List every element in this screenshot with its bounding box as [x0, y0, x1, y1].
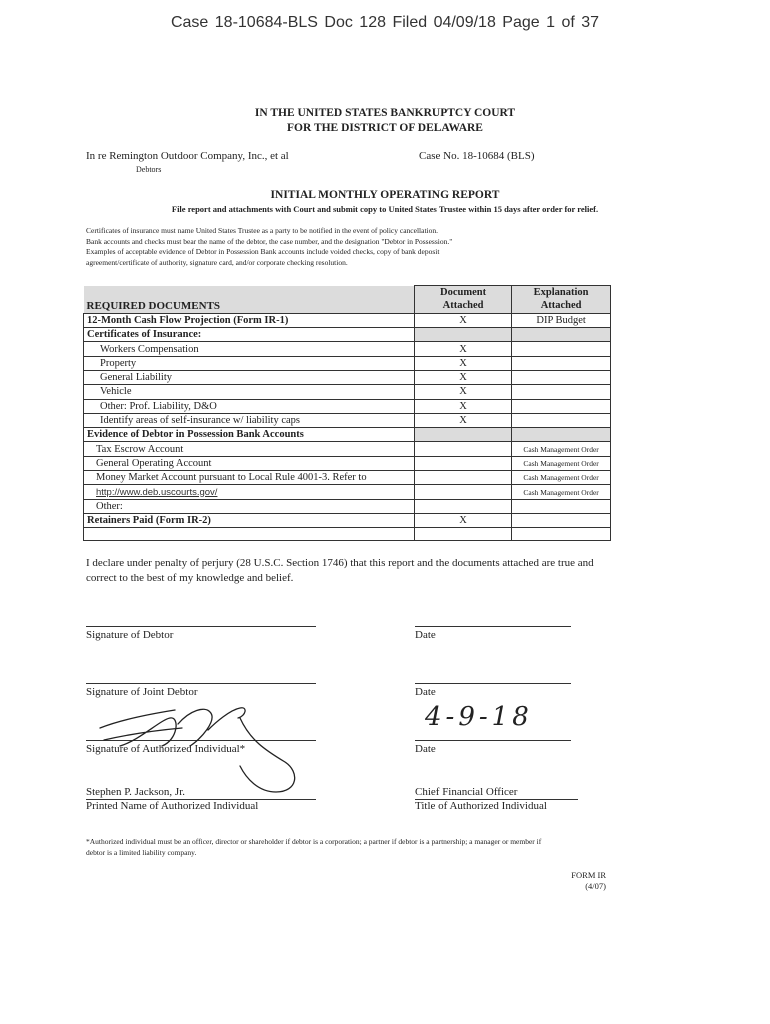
table-row	[84, 485, 611, 499]
table-row	[84, 313, 611, 327]
attached-mark: X	[414, 356, 511, 370]
court-title	[0, 106, 770, 136]
table-header-row	[84, 286, 611, 314]
attached-mark: X	[414, 413, 511, 427]
table-row	[84, 399, 611, 413]
in-re-caption: In re Remington Outdoor Company, Inc., et al	[86, 150, 289, 162]
report-subtitle: File report and attachments with Court and submit copy to United States Trustee within 15 days after order for relief.	[171, 204, 599, 214]
court-title-line1: IN THE UNITED STATES BANKRUPTCY COURT	[254, 107, 516, 119]
table-section-row	[84, 328, 611, 342]
form-identifier	[540, 870, 606, 892]
title-value: Chief Financial Officer	[415, 786, 578, 800]
instruction-line: agreement/certificate of authority, signature card, and/or corporate checking resolution.	[86, 257, 348, 267]
instruction-line: Bank accounts and checks must bear the name of the debtor, the case number, and the designation "Debtor in Possession."	[86, 236, 453, 246]
joint-debtor-date-label: Date	[415, 686, 436, 698]
row-label: General Liability	[84, 370, 415, 384]
row-label: Property	[84, 356, 415, 370]
table-row	[84, 356, 611, 370]
uscourts-link[interactable]: http://www.deb.uscourts.gov/	[96, 486, 218, 498]
row-label: 12-Month Cash Flow Projection (Form IR-1)	[84, 313, 415, 327]
attached-mark: X	[414, 342, 511, 356]
table-row	[84, 456, 611, 470]
declaration-text: I declare under penalty of perjury (28 U.S.C. Section 1746) that this report and the documents attached are true and correct to the best of my knowledge and belief.	[86, 557, 594, 584]
document-attached-heading: Document Attached	[414, 286, 511, 314]
authorized-date-label: Date	[415, 743, 436, 755]
explanation-cell: DIP Budget	[512, 313, 611, 327]
printed-name-label: Printed Name of Authorized Individual	[86, 800, 259, 812]
table-row	[84, 499, 611, 513]
report-title: INITIAL MONTHLY OPERATING REPORT	[270, 189, 500, 201]
attached-mark: X	[414, 370, 511, 384]
handwritten-signature	[90, 700, 310, 800]
debtor-signature-line	[86, 626, 316, 627]
attached-mark: X	[414, 399, 511, 413]
explanation-cell: Cash Management Order	[512, 471, 611, 485]
debtor-date-label: Date	[415, 629, 436, 641]
handwritten-date-text: 4-9-18	[425, 702, 533, 732]
explanation-cell: Cash Management Order	[512, 456, 611, 470]
table-section-row	[84, 428, 611, 442]
attached-mark: X	[414, 385, 511, 399]
section-heading: Certificates of Insurance:	[84, 328, 415, 342]
row-label: General Operating Account	[84, 456, 415, 470]
joint-debtor-signature-line	[86, 683, 316, 684]
row-label: Other:	[84, 499, 415, 513]
table-row	[84, 442, 611, 456]
printed-name-value: Stephen P. Jackson, Jr.	[86, 786, 316, 800]
table-row	[84, 342, 611, 356]
explanation-cell: Cash Management Order	[512, 442, 611, 456]
explanation-attached-heading: Explanation Attached	[512, 286, 611, 314]
table-row	[84, 385, 611, 399]
required-documents-table	[83, 285, 611, 541]
instruction-line: Examples of acceptable evidence of Debtor in Possession Bank accounts include voided checks, copy of bank deposit	[86, 247, 440, 256]
debtors-label: Debtors	[136, 165, 162, 174]
row-label: Other: Prof. Liability, D&O	[84, 399, 415, 413]
row-label: Tax Escrow Account	[84, 442, 415, 456]
row-label: Identify areas of self-insurance w/ liability caps	[84, 413, 415, 427]
table-row	[84, 471, 611, 485]
authorized-signature-label: Signature of Authorized Individual*	[86, 743, 246, 755]
handwritten-date	[425, 702, 565, 740]
row-label: Money Market Account pursuant to Local Rule 4001-3. Refer to	[84, 471, 415, 485]
case-number: Case No. 18-10684 (BLS)	[419, 150, 535, 162]
row-label: Workers Compensation	[84, 342, 415, 356]
table-row	[84, 528, 611, 541]
explanation-cell: Cash Management Order	[512, 485, 611, 499]
attached-mark: X	[414, 513, 511, 527]
section-heading: Evidence of Debtor in Possession Bank Accounts	[84, 428, 415, 442]
instruction-line: Certificates of insurance must name United States Trustee as a party to be notified in the event of policy cancellation.	[86, 226, 438, 235]
title-label: Title of Authorized Individual	[415, 800, 547, 812]
row-label: Vehicle	[84, 385, 415, 399]
row-label: Retainers Paid (Form IR-2)	[84, 513, 415, 527]
table-row	[84, 413, 611, 427]
required-documents-heading: REQUIRED DOCUMENTS	[84, 286, 415, 314]
court-title-line2: FOR THE DISTRICT OF DELAWARE	[287, 122, 483, 134]
authorized-date-line	[415, 740, 571, 741]
docket-header-stamp: Case 18-10684-BLS Doc 128 Filed 04/09/18 Page 1 of 37	[170, 14, 600, 31]
joint-debtor-date-line	[415, 683, 571, 684]
debtor-signature-label: Signature of Debtor	[86, 629, 174, 641]
authorized-individual-footnote: *Authorized individual must be an officer, director or shareholder if debtor is a corporation; a partner if debtor is a partnership; a manager or member if debtor is a limited liability company.	[86, 837, 542, 857]
instructions-paragraph	[86, 226, 606, 268]
attached-mark: X	[414, 313, 511, 327]
joint-debtor-signature-label: Signature of Joint Debtor	[86, 686, 198, 698]
debtor-date-line	[415, 626, 571, 627]
form-name: FORM IR	[571, 870, 606, 880]
table-row	[84, 513, 611, 527]
table-row	[84, 370, 611, 384]
form-revision: (4/07)	[585, 881, 606, 891]
